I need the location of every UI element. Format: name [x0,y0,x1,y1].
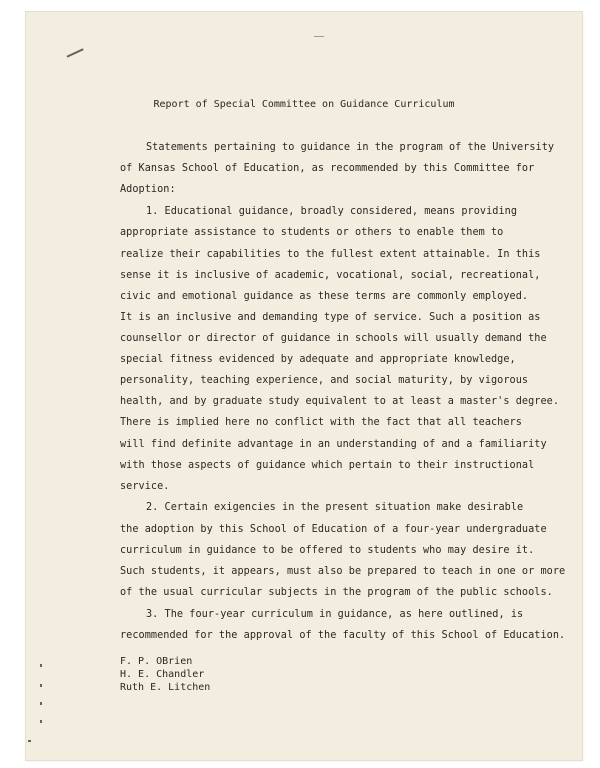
document-page [26,12,582,760]
margin-dot [40,702,42,705]
body-line: 1. Educational guidance, broadly considered, means providing [146,206,518,217]
margin-dot [40,720,42,723]
body-line: counsellor or director of guidance in schools will usually demand the [120,333,547,344]
body-line: the adoption by this School of Education of a four-year undergraduate [120,524,547,535]
body-line: There is implied here no conflict with the fact that all teachers [120,417,522,428]
document-title: Report of Special Committee on Guidance Curriculum [153,99,455,110]
body-line: recommended for the approval of the faculty of this School of Education. [120,630,566,641]
body-line: of Kansas School of Education, as recommended by this Committee for [120,163,535,174]
body-line: realize their capabilities to the fullest extent attainable. In this [120,249,541,260]
body-line: It is an inclusive and demanding type of service. Such a position as [120,312,541,323]
body-line: health, and by graduate study equivalent to at least a master's degree. [120,396,560,407]
body-line: service. [120,481,170,492]
body-line: personality, teaching experience, and social maturity, by vigorous [120,375,529,386]
body-line: 2. Certain exigencies in the present situation make desirable [146,502,524,513]
top-mark [314,36,324,37]
margin-dot [28,740,31,742]
body-line: of the usual curricular subjects in the program of the public schools. [120,587,553,598]
body-line: curriculum in guidance to be offered to students who may desire it. [120,545,535,556]
body-line: civic and emotional guidance as these terms are commonly employed. [120,291,529,302]
body-line: Statements pertaining to guidance in the program of the University [146,142,555,153]
signatory-name: Ruth E. Litchen [120,682,211,693]
signatory-name: H. E. Chandler [120,669,205,680]
body-line: special fitness evidenced by adequate and appropriate knowledge, [120,354,516,365]
body-line: sense it is inclusive of academic, vocational, social, recreational, [120,270,541,281]
body-line: with those aspects of guidance which pertain to their instructional [120,460,535,471]
body-line: will find definite advantage in an understanding of and a familiarity [120,439,547,450]
body-line: 3. The four-year curriculum in guidance, as here outlined, is [146,609,524,620]
margin-dot [40,684,42,687]
body-line: appropriate assistance to students or others to enable them to [120,227,504,238]
pencil-mark [67,48,84,57]
body-line: Such students, it appears, must also be prepared to teach in one or more [120,566,566,577]
body-line: Adoption: [120,184,176,195]
margin-dot [40,664,42,667]
signatory-name: F. P. OBrien [120,656,193,667]
